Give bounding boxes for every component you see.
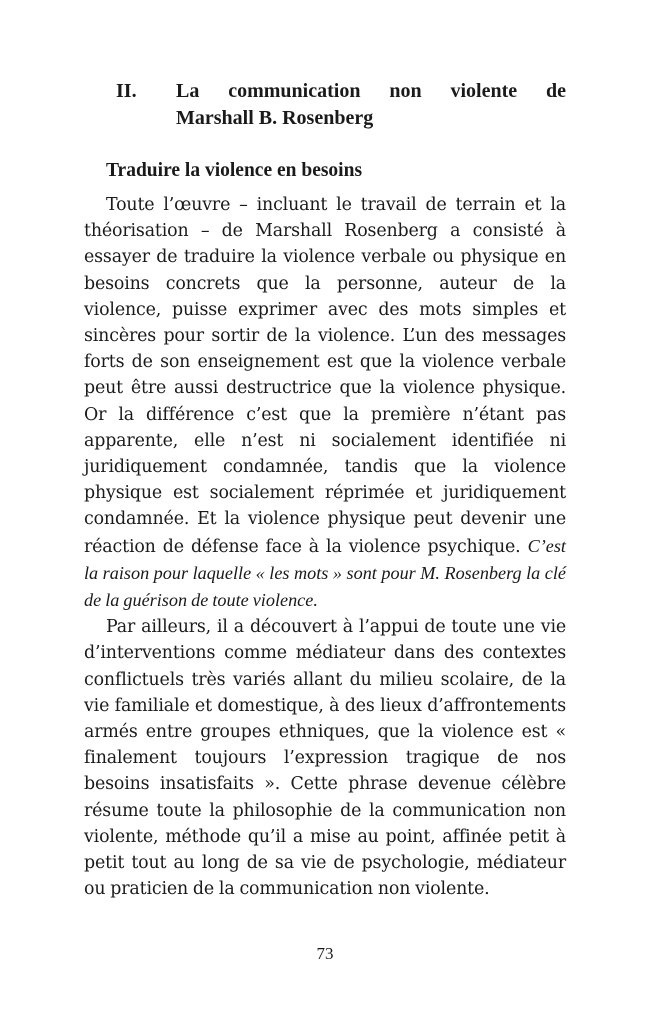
- section-title-line1: La communication non violente de: [176, 80, 566, 102]
- paragraph-2: Par ailleurs, il a découvert à l’appui de toute une vie d’interventions comme médiateur dans des contextes conflictuels très variés allant du milieu scolaire, de la vie familiale et domestique, à des lieux d’affrontements armés entre groupes ethniques, que la violence est « finalement toujours l’expression tragique de nos besoins insatisfaits ». Cette phrase devenue célèbre résume toute la philosophie de la communication non violente, méthode qu’il a mise au point, affinée petit à petit tout au long de sa vie de psychologie, médiateur ou praticien de la communication non violente.: [84, 617, 566, 900]
- section-title-line2: Marshall B. Rosenberg: [176, 107, 374, 129]
- paragraph-1-text: Toute l’œuvre – incluant le travail de terrain et la théorisation – de Marshall Rosenberg a consisté à essayer de traduire la violence verbale ou physique en besoins concrets que la personne, auteur de la violence, puisse exprimer avec des mots simples et sincères pour sortir de la violence. L’un des messages forts de son enseignement est que la violence verbale peut être aussi destructrice que la violence physique. Or la différence c’est que la première n’étant pas apparente, elle n’est ni socialement identifiée ni juridiquement condamnée, tandis que la violence physique est socialement réprimée et juridiquement condamnée. Et la violence physique peut devenir une réaction de défense face à la violence psychique.: [84, 195, 566, 557]
- page-number: 73: [316, 944, 334, 963]
- section-title: [176, 78, 566, 132]
- book-page: [84, 78, 566, 902]
- section-heading: [116, 78, 566, 132]
- paragraph-1: [84, 192, 566, 614]
- paragraph-1-italic: C’est la raison pour laquelle « les mots » sont pour M. Rosenberg la clé de la guérison de toute violence.: [84, 535, 566, 611]
- section-number: II.: [116, 80, 137, 102]
- subheading: Traduire la violence en besoins: [106, 160, 363, 181]
